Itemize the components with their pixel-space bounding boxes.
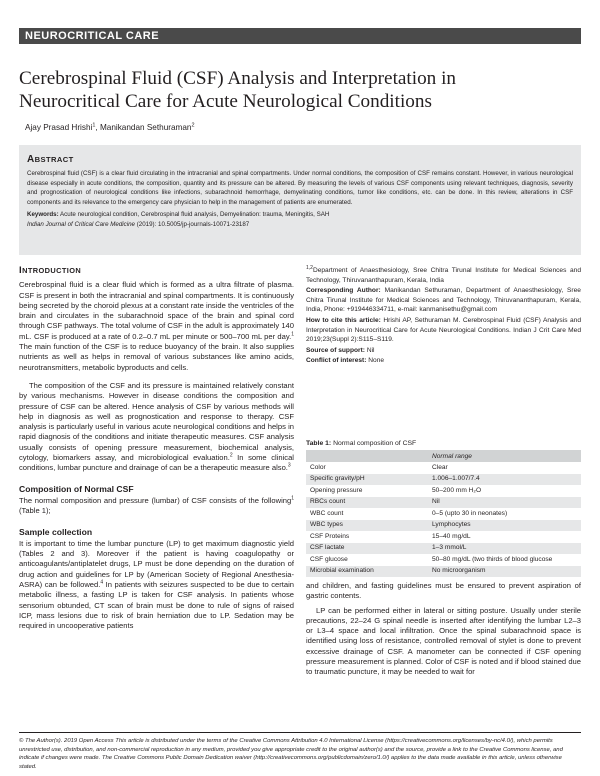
abstract-citation: Indian Journal of Critical Care Medicine (2019): 10.5005/jp-journals-10071-23187 <box>27 220 250 228</box>
footer-divider <box>19 732 581 733</box>
composition-heading: Composition of Normal CSF <box>19 483 134 494</box>
table-row <box>306 497 581 509</box>
author-2: Manikandan Sethuraman <box>99 123 192 132</box>
table-row <box>306 566 581 578</box>
author-1: Ajay Prasad Hrishi <box>25 123 93 132</box>
abstract-heading: ABSTRACT <box>27 154 74 165</box>
table-cell-param: Color <box>310 463 326 471</box>
composition-paragraph: The normal composition and pressure (lumbar) of CSF consists of the following$^1$ (Table 1); <box>19 495 294 516</box>
table-cell-param: CSF glucose <box>310 555 348 563</box>
author-2-sup: 2 <box>191 122 195 129</box>
table-row <box>306 462 581 474</box>
abstract-box <box>19 145 581 255</box>
table-row <box>306 485 581 497</box>
table-row <box>306 508 581 520</box>
table-header-row <box>306 450 581 462</box>
author-1-sup: 1 <box>92 122 96 129</box>
right-paragraph-2: LP can be performed either in lateral or sitting posture. Usually under sterile precautions, 22–24 G spinal needle is inserted after identifying the lumbar L2–3 or L3–4 space and local infiltration. Once the spinal subarachnoid space is identified using loss of resistance, controlled removal of stylet is done to prevent excessive drainage of CSF. A manometer can be connected if CSF opening pressure measurement is planned. Color of CSF is noted and if blood stained due to traumatic puncture, it may be needed to wait for <box>306 605 581 677</box>
title-line-2: Neurocritical Care for Acute Neurological Conditions <box>19 91 432 112</box>
table-row <box>306 554 581 566</box>
intro-paragraph-1: Cerebrospinal fluid is a clear fluid which is formed as a ultra filtrate of plasma. CSF is present in both the intracranial and spinal compartments. It is continuously being secreted by the choroid plexus at a constant rate inside the ventricles of the brain and circulates in the subarachnoid space of the brain and spinal cord through CSF pathways. The total volume of CSF in the adult is approximately 140 mL. CSF is produced at a rate of 0.2–0.7 mL per minute or 500–700 mL per day.$^1$ The main function of the CSF is to reduce buoyancy of the brain. It also supplies nutrients as well as helps in removal of various substances like amino acids, neurotransmitters, metabolic byproducts and cells. <box>19 280 294 372</box>
table-cell-value: Lymphocytes <box>432 521 471 528</box>
abstract-keywords: Keywords: Acute neurological condition, Cerebrospinal fluid analysis, Demyelination: trauma, Meningitis, SAH <box>27 211 330 218</box>
table-cell-value: 1–3 mmol/L <box>432 544 467 551</box>
intro-paragraph-2: The composition of the CSF and its pressure is maintained relatively constant by various mechanisms. However in disease conditions the composition and pressure of CSF can be altered. Hence analysis of CSF by various methods will help in diagnosis as well as prognostication and response to therapy. CSF analysis is particularly useful in various acute neurological conditions and helps in rapid diagnosis of the conditions and initiate therapeutic measures. CSF analysis usually consists of opening pressure measurement, biochemical analysis, cytology, biomarkers assay, and microbiological evaluation.$^2$ In some clinical conditions, lumbar puncture and drainage of can be a therapeutic measure also.$^3$ <box>19 380 294 473</box>
table-cell-value: 15–40 mg/dL <box>432 532 471 540</box>
table-cell-value: Nil <box>432 498 440 505</box>
conflict-of-interest: Conflict of interest: None <box>306 357 385 365</box>
table-cell-param: RBCs count <box>310 498 346 505</box>
table-cell-value: 50–80 mg/dL (two thirds of blood glucose <box>432 555 553 563</box>
license-footer: © The Author(s). 2019 Open Access This article is distributed under the terms of the Creative Commons Attribution 4.0 International License (https://creativecommons.org/licenses/by-nc/4.0/), which permits unrestricted use, distribution, and non-commercial reproduction in any medium, provided you give appropriate credit to the original author(s) and the source, provide a link to the Creative Commons license, and indicate if changes were made. The Creative Commons Public Domain Dedication waiver (http://creativecommons.org/publicdomain/zero/1.0/) applies to the data made available in this article, unless otherwise stated. <box>19 738 563 770</box>
affiliations-block <box>306 266 581 367</box>
right-paragraph-1: and children, and fasting guidelines must be ensured to prevent aspiration of gastric contents. <box>306 581 581 601</box>
table-cell-param: WBC count <box>310 509 344 517</box>
table-header-range: Normal range <box>432 452 472 460</box>
table-row <box>306 543 581 555</box>
table-1 <box>306 440 581 577</box>
table-cell-value: 1.006–1.007/7.4 <box>432 475 480 482</box>
affiliation: $^{1,2}$Department of Anaesthesiology, Sree Chitra Tirunal Institute for Medical Sciences and Technology, Thiruvananthapuram, Kerala, India <box>306 264 581 284</box>
author-list: Ajay Prasad Hrishi$^1$, Manikandan Sethuraman$^2$ <box>25 122 195 132</box>
table-cell-value: Clear <box>432 463 448 471</box>
table-cell-param: WBC types <box>310 521 343 528</box>
right-column-continued <box>306 581 581 678</box>
introduction-heading: INTRODUCTION <box>19 265 82 276</box>
abstract-text: Cerebrospinal fluid (CSF) is a clear fluid circulating in the intracranial and spinal compartments. Under normal conditions, the composition of CSF remains constant. However, in various neurological disease especially in acute conditions, the composition, quantity and its pressure can be altered. By measuring the levels of various CSF components using relevant techniques, diagnosis, severity and prognostication of neurological conditions like infections, subarachnoid hemorrhage, demyelinating conditions, tumor like conditions, etc. can be done. In this review, alterations in CSF components and its relevance to the emergency care physician to help in the management of patients are enumerated. <box>27 170 573 206</box>
table-row <box>306 531 581 543</box>
corresponding-author: Corresponding Author: Manikandan Sethuraman, Department of Anaesthesiology, Sree Chitra Tirunal Institute for Medical Sciences and Technology, Thiruvananthapuram, Kerala, India, Phone: +919446334711, e-mail: kanmanisethu@gmail.com <box>306 287 581 314</box>
title-line-1: Cerebrospinal Fluid (CSF) Analysis and Interpretation in <box>19 68 456 89</box>
section-banner: NEUROCRITICAL CARE <box>19 28 581 44</box>
table-cell-value: 0–5 (upto 30 in neonates) <box>432 509 508 517</box>
table-caption: Table 1: Normal composition of CSF <box>306 440 417 447</box>
table-row <box>306 474 581 486</box>
table-cell-value: No microorganism <box>432 567 486 574</box>
sample-collection-heading: Sample collection <box>19 526 93 537</box>
table-cell-param: Specific gravity/pH <box>310 475 365 482</box>
how-to-cite: How to cite this article: Hrishi AP, Sethuraman M. Cerebrospinal Fluid (CSF) Analysis and Interpretation in Neurocritical Care for Acute Neurological Conditions. Indian J Crit Care Med 2019;23(Suppl 2):S115–S119. <box>306 316 581 344</box>
table-cell-value: 50–200 mm H₂O <box>432 486 482 494</box>
table-cell-param: Opening pressure <box>310 486 363 494</box>
left-column <box>19 266 294 632</box>
table-cell-param: CSF Proteins <box>310 532 350 540</box>
source-of-support: Source of support: Nil <box>306 346 375 354</box>
article-title <box>19 67 584 113</box>
table-cell-param: Microbial examination <box>310 567 374 574</box>
sample-paragraph: It is important to time the lumbar puncture (LP) to get maximum diagnostic yield (Tables 2 and 3). Moreover if the patient is having coagulopathy or anticoagulants/antiplatelet drugs, LP must be done depending on the duration of drug action and guidelines for LP by (American Society of Regional Anesthesia- ASRA) can be followed.$^4$ In patients with seizures suspected to be due to certain metabolic illness, a fasting LP is taken for CSF analysis. In patients whose sensorium obtunded, CT scan of brain must be done to rule of signs of raised ICP, mass lesions due to risk of brain herniation due to LP. Sedation may be required in uncooperative patients <box>19 538 294 631</box>
table-header-param <box>306 450 428 462</box>
csf-composition-table <box>306 450 581 577</box>
table-row <box>306 520 581 532</box>
table-cell-param: CSF lactate <box>310 544 345 551</box>
